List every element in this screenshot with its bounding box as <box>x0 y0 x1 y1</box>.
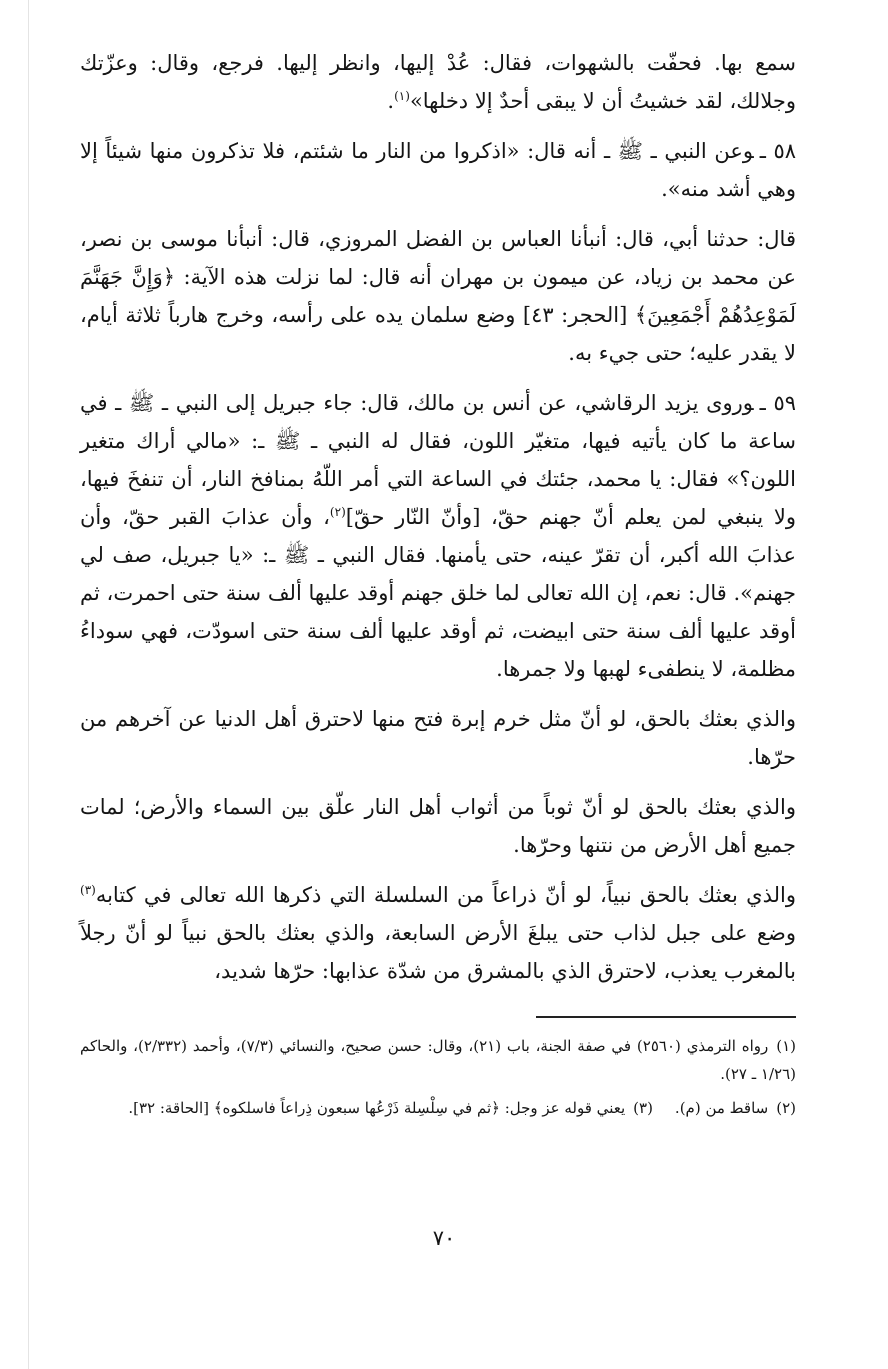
footnote-text: رواه الترمذي (٢٥٦٠) في صفة الجنة، باب (٢١)، وقال: حسن صحيح، والنسائي (٧/٣)، وأحمد (٢/٣٣٢)، والحاكم (١/٢٦ ـ ٢٧). <box>80 1037 796 1083</box>
footnote-separator <box>536 1016 796 1018</box>
paragraph-garment <box>80 788 796 864</box>
footnote-1 <box>80 1032 796 1088</box>
paragraph-text: سمع بها. فحفّت بالشهوات، فقال: عُدْ إليها، وانظر إليها. فرجع، وقال: وعزّتك وجلالك، لقد خشيتُ أن لا يبقى أحدٌ إلا دخلها» <box>80 51 796 113</box>
paragraph-end: . <box>387 89 395 113</box>
scan-edge-line <box>28 0 29 1369</box>
paragraph-isnad <box>80 220 796 372</box>
footnote-text: ساقط من (م). <box>674 1099 769 1117</box>
paragraph-text: قال: حدثنا أبي، قال: أنبأنا العباس بن الفضل المروزي، قال: أنبأنا موسى بن نصر، عن محمد بن زياد، عن ميمون بن مهران أنه قال: لما نزلت هذه الآية: ﴿وَإِنَّ جَهَنَّمَ لَمَوْعِدُهُمْ أَجْمَعِينَ﴾ [الحجر: ٤٣] وضع سلمان يده على رأسه، وخرج هارباً ثلاثة أيام، لا يقدر عليه؛ حتى جيء به. <box>80 227 796 365</box>
footnote-marker: (٢) <box>776 1099 796 1117</box>
footnote-ref-3: (٣) <box>80 883 96 897</box>
paragraph-continuation <box>80 44 796 120</box>
footnote-text: يعني قوله عز وجل: ﴿ثم في سِلْسِلة ذَرْعُها سبعون ذِراعاً فاسلكوه﴾ [الحاقة: ٣٢]. <box>128 1099 626 1117</box>
page-body <box>80 44 796 1128</box>
page-number: ٧٠ <box>432 1226 456 1250</box>
paragraph-59 <box>80 384 796 688</box>
footnote-marker: (٣) <box>633 1099 653 1117</box>
hadith-number: ٥٩ ـ <box>759 391 796 415</box>
paragraph-text: وعن النبي ـ ﷺ ـ أنه قال: «اذكروا من النار ما شئتم، فلا تذكرون منها شيئاً إلا وهي أشد منه». <box>80 139 796 201</box>
footnote-ref-2: (٢) <box>329 505 346 519</box>
hadith-number: ٥٨ ـ <box>759 139 797 163</box>
paragraph-58 <box>80 132 796 208</box>
paragraph-text: والذي بعثك بالحق، لو أنّ مثل خرم إبرة فتح منها لاحترق أهل الدنيا عن آخرهم من حرّها. <box>80 707 796 769</box>
paragraph-needle <box>80 700 796 776</box>
paragraph-end: ، وأن عذابَ القبر حقّ، وأن عذابَ الله أكبر، أن تقرّ عينه، حتى يأمنها. فقال النبي ـ ﷺ ـ: «يا جبريل، صف لي جهنم». قال: نعم، إن الله تعالى لما خلق جهنم أوقد عليها ألف سنة حتى احمرت، ثم أوقد عليها ألف سنة حتى ابيضت، ثم أوقد عليها ألف سنة حتى اسودّت، فهي سوداءُ مظلمة، لا ينطفىء لهبها ولا جمرها. <box>80 505 796 681</box>
footnote-marker: (١) <box>776 1037 797 1055</box>
paragraph-text: وروى يزيد الرقاشي، عن أنس بن مالك، قال: جاء جبريل إلى النبي ـ ﷺ ـ في ساعة ما كان يأتيه فيها، متغيّر اللون، فقال له النبي ـ ﷺ ـ: «مالي أراك متغير اللون؟» فقال: يا محمد، جئتك في الساعة التي أمر اللّهُ بمنافخ النار، أن تنفخَ فيها، ولا ينبغي لمن يعلم أنّ جهنم حقّ، [وأنّ النّار حقّ] <box>80 391 796 529</box>
paragraph-end: وضع على جبل لذاب حتى يبلغَ الأرض السابعة، والذي بعثك بالحق نبياً لو أنّ رجلاً بالمغرب يعذب، لاحترق الذي بالمشرق من شدّة عذابها: حرّها شديد، <box>80 921 796 983</box>
paragraph-text: والذي بعثك بالحق نبياً، لو أنّ ذراعاً من السلسلة التي ذكرها الله تعالى في كتابه <box>95 883 796 907</box>
footnote-2-3 <box>80 1094 796 1122</box>
paragraph-text: والذي بعثك بالحق لو أنّ ثوباً من أثواب أهل النار علّق بين السماء والأرض؛ لمات جميع أهل الأرض من نتنها وحرّها. <box>80 795 796 857</box>
footnotes <box>80 1032 796 1122</box>
footnote-ref-1: (١) <box>394 89 410 103</box>
paragraph-chain <box>80 876 796 990</box>
